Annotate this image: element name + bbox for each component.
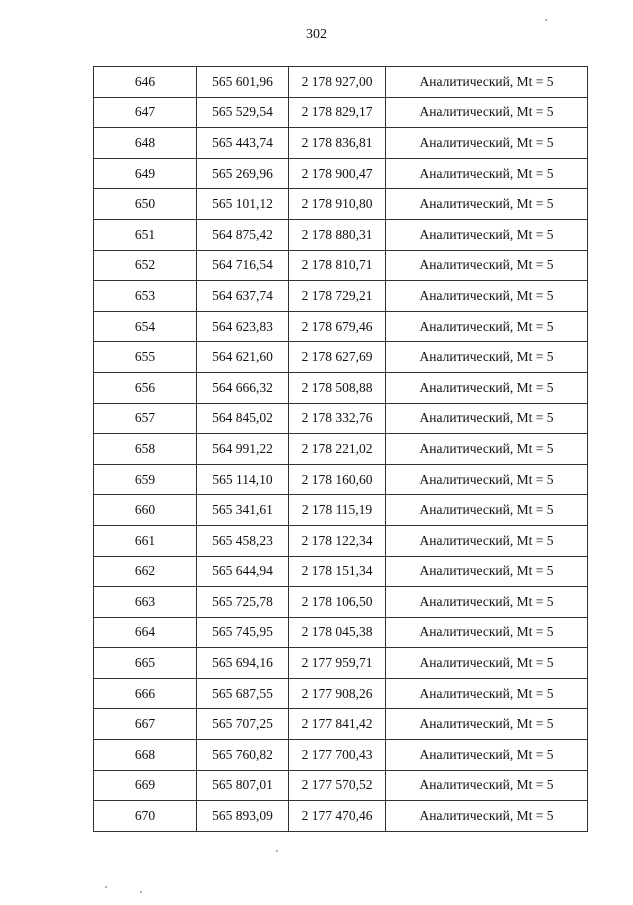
x-coordinate-cell: 564 637,74: [197, 281, 289, 312]
x-coordinate-cell: 565 529,54: [197, 97, 289, 128]
method-cell: Аналитический, Mt = 5: [386, 525, 588, 556]
method-cell: Аналитический, Mt = 5: [386, 770, 588, 801]
point-number-cell: 649: [94, 158, 197, 189]
point-number-cell: 666: [94, 678, 197, 709]
x-coordinate-cell: 564 623,83: [197, 311, 289, 342]
table-row: [94, 219, 588, 250]
y-coordinate-cell: 2 178 151,34: [289, 556, 386, 587]
y-coordinate-cell: 2 177 470,46: [289, 801, 386, 832]
y-coordinate-cell: 2 178 880,31: [289, 219, 386, 250]
x-coordinate-cell: 565 601,96: [197, 67, 289, 98]
x-coordinate-cell: 565 269,96: [197, 158, 289, 189]
y-coordinate-cell: 2 177 959,71: [289, 648, 386, 679]
x-coordinate-cell: 565 101,12: [197, 189, 289, 220]
method-cell: Аналитический, Mt = 5: [386, 617, 588, 648]
table-row: [94, 342, 588, 373]
point-number-cell: 646: [94, 67, 197, 98]
table-row: [94, 403, 588, 434]
method-cell: Аналитический, Mt = 5: [386, 434, 588, 465]
y-coordinate-cell: 2 178 160,60: [289, 464, 386, 495]
y-coordinate-cell: 2 178 836,81: [289, 128, 386, 159]
x-coordinate-cell: 565 745,95: [197, 617, 289, 648]
point-number-cell: 660: [94, 495, 197, 526]
y-coordinate-cell: 2 177 908,26: [289, 678, 386, 709]
table-row: [94, 709, 588, 740]
y-coordinate-cell: 2 178 332,76: [289, 403, 386, 434]
scan-speck: [276, 850, 278, 852]
y-coordinate-cell: 2 178 810,71: [289, 250, 386, 281]
x-coordinate-cell: 564 845,02: [197, 403, 289, 434]
method-cell: Аналитический, Mt = 5: [386, 403, 588, 434]
point-number-cell: 650: [94, 189, 197, 220]
table-row: [94, 281, 588, 312]
method-cell: Аналитический, Mt = 5: [386, 281, 588, 312]
y-coordinate-cell: 2 178 045,38: [289, 617, 386, 648]
y-coordinate-cell: 2 178 115,19: [289, 495, 386, 526]
x-coordinate-cell: 565 341,61: [197, 495, 289, 526]
point-number-cell: 670: [94, 801, 197, 832]
method-cell: Аналитический, Mt = 5: [386, 311, 588, 342]
method-cell: Аналитический, Mt = 5: [386, 372, 588, 403]
y-coordinate-cell: 2 178 729,21: [289, 281, 386, 312]
method-cell: Аналитический, Mt = 5: [386, 587, 588, 618]
point-number-cell: 659: [94, 464, 197, 495]
point-number-cell: 663: [94, 587, 197, 618]
method-cell: Аналитический, Mt = 5: [386, 342, 588, 373]
table-row: [94, 801, 588, 832]
x-coordinate-cell: 565 807,01: [197, 770, 289, 801]
table-row: [94, 97, 588, 128]
point-number-cell: 668: [94, 740, 197, 771]
y-coordinate-cell: 2 177 570,52: [289, 770, 386, 801]
method-cell: Аналитический, Mt = 5: [386, 464, 588, 495]
method-cell: Аналитический, Mt = 5: [386, 495, 588, 526]
method-cell: Аналитический, Mt = 5: [386, 678, 588, 709]
method-cell: Аналитический, Mt = 5: [386, 158, 588, 189]
y-coordinate-cell: 2 178 910,80: [289, 189, 386, 220]
method-cell: Аналитический, Mt = 5: [386, 556, 588, 587]
table-row: [94, 678, 588, 709]
table-row: [94, 587, 588, 618]
x-coordinate-cell: 565 893,09: [197, 801, 289, 832]
y-coordinate-cell: 2 178 927,00: [289, 67, 386, 98]
table-row: [94, 67, 588, 98]
scan-speck: [545, 19, 547, 21]
point-number-cell: 657: [94, 403, 197, 434]
method-cell: Аналитический, Mt = 5: [386, 219, 588, 250]
table-row: [94, 495, 588, 526]
x-coordinate-cell: 565 443,74: [197, 128, 289, 159]
coordinates-table: [93, 66, 588, 832]
page-number: 302: [306, 27, 327, 42]
method-cell: Аналитический, Mt = 5: [386, 648, 588, 679]
y-coordinate-cell: 2 178 829,17: [289, 97, 386, 128]
method-cell: Аналитический, Mt = 5: [386, 740, 588, 771]
x-coordinate-cell: 564 621,60: [197, 342, 289, 373]
table-row: [94, 158, 588, 189]
y-coordinate-cell: 2 178 122,34: [289, 525, 386, 556]
x-coordinate-cell: 565 707,25: [197, 709, 289, 740]
point-number-cell: 652: [94, 250, 197, 281]
x-coordinate-cell: 564 875,42: [197, 219, 289, 250]
point-number-cell: 656: [94, 372, 197, 403]
table-row: [94, 525, 588, 556]
scan-speck: [105, 886, 107, 888]
table-row: [94, 311, 588, 342]
point-number-cell: 665: [94, 648, 197, 679]
point-number-cell: 647: [94, 97, 197, 128]
y-coordinate-cell: 2 177 700,43: [289, 740, 386, 771]
x-coordinate-cell: 564 716,54: [197, 250, 289, 281]
y-coordinate-cell: 2 178 679,46: [289, 311, 386, 342]
scan-speck: [140, 891, 142, 893]
point-number-cell: 667: [94, 709, 197, 740]
point-number-cell: 651: [94, 219, 197, 250]
x-coordinate-cell: 565 644,94: [197, 556, 289, 587]
point-number-cell: 655: [94, 342, 197, 373]
point-number-cell: 658: [94, 434, 197, 465]
method-cell: Аналитический, Mt = 5: [386, 67, 588, 98]
point-number-cell: 669: [94, 770, 197, 801]
table-row: [94, 648, 588, 679]
point-number-cell: 648: [94, 128, 197, 159]
y-coordinate-cell: 2 178 627,69: [289, 342, 386, 373]
coordinates-table-body: [94, 67, 588, 832]
table-row: [94, 617, 588, 648]
table-row: [94, 740, 588, 771]
x-coordinate-cell: 565 458,23: [197, 525, 289, 556]
y-coordinate-cell: 2 178 900,47: [289, 158, 386, 189]
x-coordinate-cell: 565 687,55: [197, 678, 289, 709]
y-coordinate-cell: 2 178 508,88: [289, 372, 386, 403]
method-cell: Аналитический, Mt = 5: [386, 801, 588, 832]
point-number-cell: 653: [94, 281, 197, 312]
y-coordinate-cell: 2 178 106,50: [289, 587, 386, 618]
x-coordinate-cell: 564 991,22: [197, 434, 289, 465]
point-number-cell: 661: [94, 525, 197, 556]
y-coordinate-cell: 2 177 841,42: [289, 709, 386, 740]
x-coordinate-cell: 565 114,10: [197, 464, 289, 495]
x-coordinate-cell: 565 694,16: [197, 648, 289, 679]
table-row: [94, 250, 588, 281]
table-row: [94, 464, 588, 495]
x-coordinate-cell: 565 725,78: [197, 587, 289, 618]
method-cell: Аналитический, Mt = 5: [386, 709, 588, 740]
table-row: [94, 556, 588, 587]
point-number-cell: 654: [94, 311, 197, 342]
method-cell: Аналитический, Mt = 5: [386, 97, 588, 128]
table-row: [94, 770, 588, 801]
table-row: [94, 434, 588, 465]
table-row: [94, 189, 588, 220]
point-number-cell: 664: [94, 617, 197, 648]
x-coordinate-cell: 564 666,32: [197, 372, 289, 403]
y-coordinate-cell: 2 178 221,02: [289, 434, 386, 465]
method-cell: Аналитический, Mt = 5: [386, 250, 588, 281]
method-cell: Аналитический, Mt = 5: [386, 189, 588, 220]
table-row: [94, 372, 588, 403]
method-cell: Аналитический, Mt = 5: [386, 128, 588, 159]
table-row: [94, 128, 588, 159]
point-number-cell: 662: [94, 556, 197, 587]
x-coordinate-cell: 565 760,82: [197, 740, 289, 771]
